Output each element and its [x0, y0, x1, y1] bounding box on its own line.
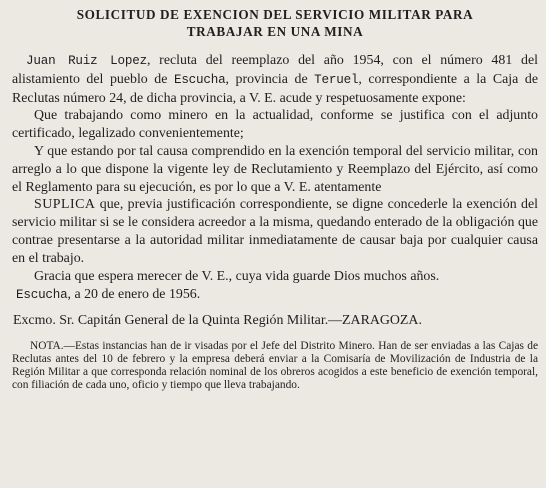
- miner-paragraph: Que trabajando como minero en la actualidad, conforme se justifica con el adjunto certificado, legalizado convenientemente;: [12, 108, 538, 142]
- gracia-paragraph: Gracia que espera merecer de V. E., cuya vida guarde Dios muchos años.: [34, 268, 440, 284]
- nota-paragraph: [12, 340, 538, 392]
- date-line: [12, 286, 538, 305]
- suplica-paragraph: [12, 196, 538, 267]
- nota-text: NOTA.—Estas instancias han de ir visadas por el Jefe del Distrito Minero. Han de ser enviadas a las Cajas de Reclutas antes del 10 de febrero y la empresa deberá enviar a la Comisaría de Movilización de Industria de la Región Militar a que corresponda relación nominal de los obreros acogidos a este beneficio de exención temporal, con filiación de cada uno, oficio y tiempo que lleva trabajando.: [12, 339, 538, 392]
- document-title: [12, 6, 538, 40]
- suplica-text: que, previa justificación correspondiente, se digne concederle la exención del servicio militar si se le considera acreedor a la misma, quedando enterado de la obligación que contrae presentarse a la autoridad militar inmediatamente de causar baja por cualquier causa en el trabajo.: [12, 197, 538, 266]
- applicant-name: Juan Ruiz Lopez: [26, 54, 147, 68]
- province-name: Teruel: [314, 72, 359, 87]
- addressee-line: Excmo. Sr. Capitán General de la Quinta Región Militar.—ZARAGOZA.: [13, 313, 422, 329]
- law-paragraph: Y que estando por tal causa comprendido en la exención temporal del servicio militar, con arreglo a lo que dispone la vigente ley de Reclutamiento y Reemplazo del Ejército, así como el Reglamento para su ejecución, es por lo que a V. E. atentamente: [12, 143, 538, 195]
- intro-text-1: , recluta del reemplazo del año 1954, con el número 481 del alistamiento del pueblo de: [12, 53, 538, 87]
- date-text: , a 20 de enero de 1956.: [67, 287, 201, 303]
- intro-paragraph: [12, 52, 538, 107]
- intro-text-2: , provincia de: [225, 71, 308, 87]
- suplica-word: SUPLICA: [34, 197, 96, 213]
- town-name: Escucha: [173, 72, 226, 87]
- date-place: Escucha: [16, 288, 68, 303]
- petition-body: [12, 52, 538, 305]
- title-line-1: SOLICITUD DE EXENCION DEL SERVICIO MILITAR PARA: [76, 7, 474, 22]
- intro-text-3: , correspondiente a la Caja de Reclutas número 24, de dicha provincia, a V. E. acude y respetuosamente expone:: [12, 71, 538, 106]
- title-line-2: TRABAJAR EN UNA MINA: [186, 24, 364, 39]
